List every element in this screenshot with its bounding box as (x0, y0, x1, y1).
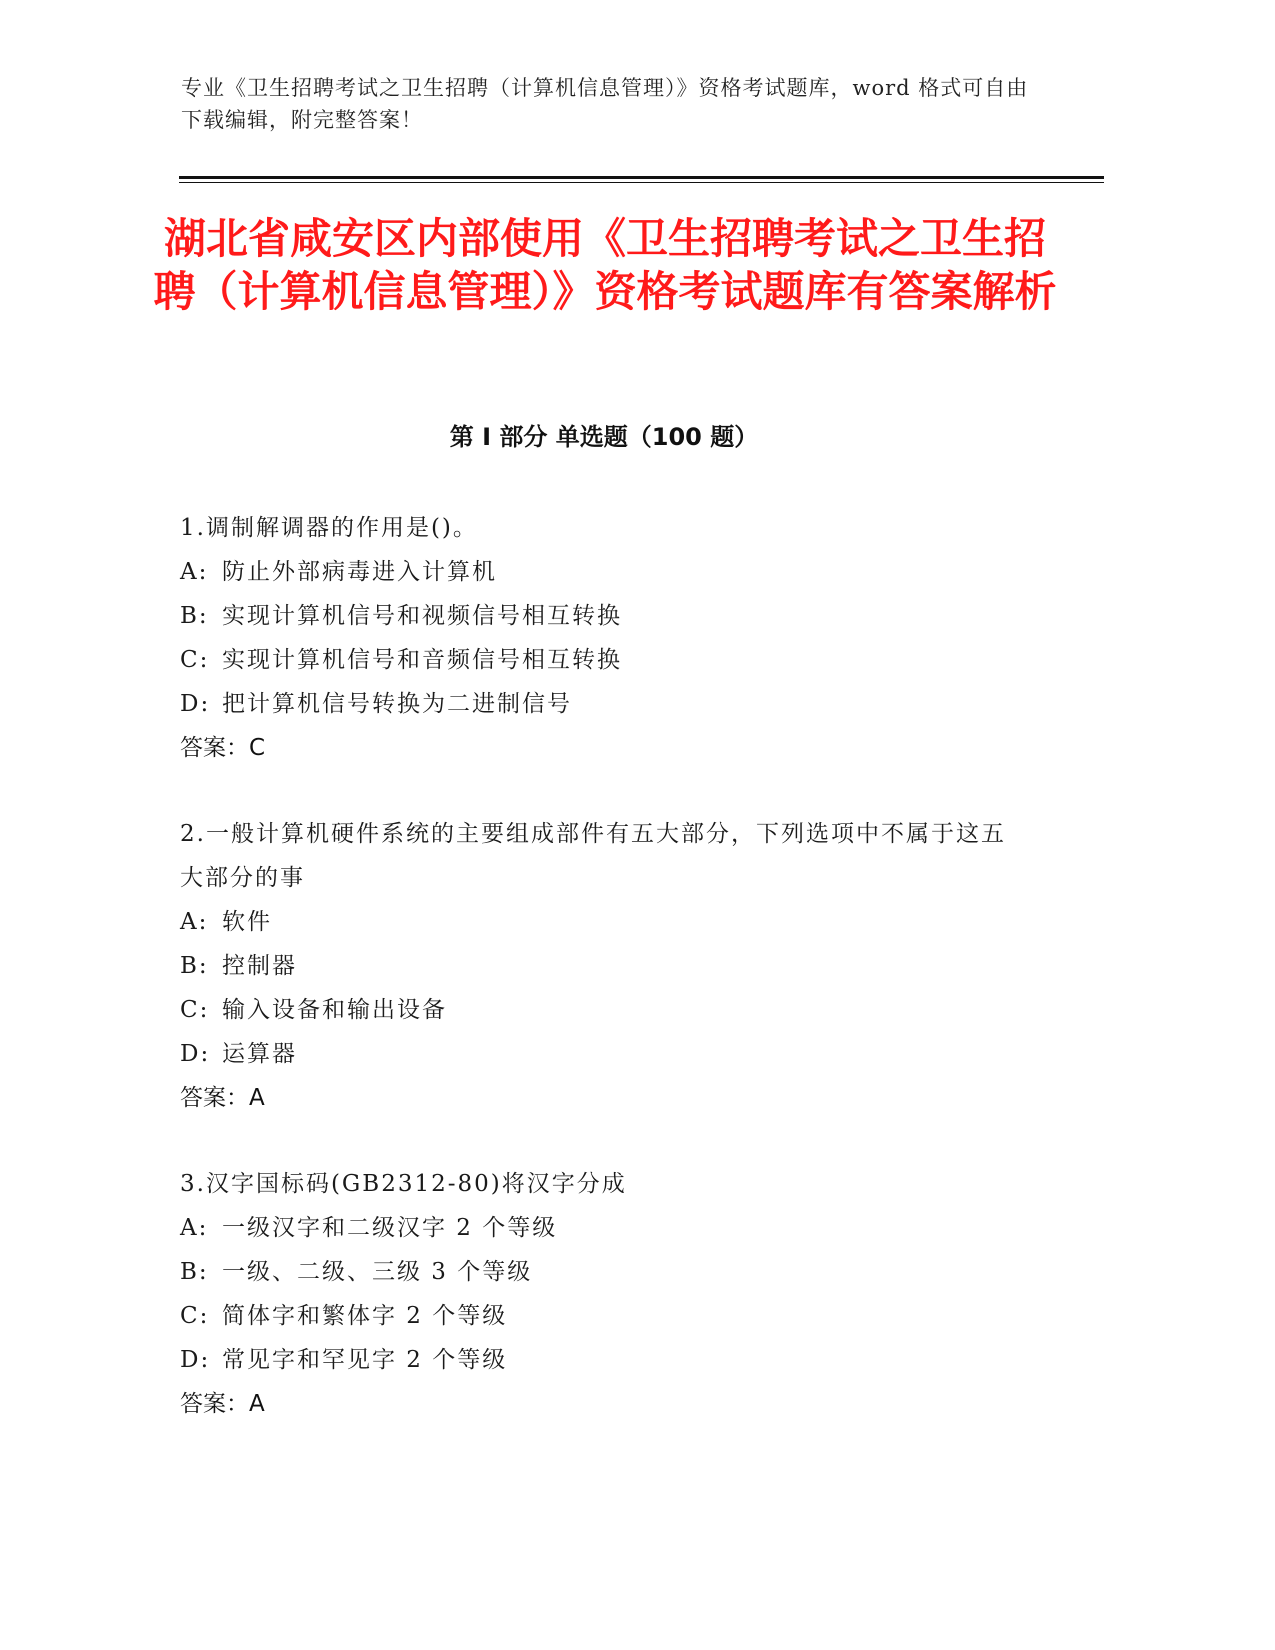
option-c (180, 988, 1020, 1032)
option-text: 控制器 (222, 953, 297, 979)
option-letter: D: (180, 1347, 211, 1373)
option-d (180, 682, 1020, 726)
option-letter: A: (180, 1215, 209, 1241)
header-divider-thin (179, 182, 1104, 183)
option-text: 实现计算机信号和音频信号相互转换 (222, 647, 622, 673)
option-text: 一级、二级、三级 3 个等级 (222, 1259, 533, 1285)
option-letter: B: (180, 603, 209, 629)
question-2 (180, 812, 1020, 1120)
option-text: 把计算机信号转换为二进制信号 (222, 691, 572, 717)
option-letter: C: (180, 1303, 210, 1329)
question-stem: 3.汉字国标码(GB2312-80)将汉字分成 (180, 1171, 627, 1197)
option-text: 运算器 (222, 1041, 297, 1067)
question-list (180, 506, 1020, 1468)
option-a (180, 550, 1020, 594)
option-letter: A: (180, 559, 209, 585)
option-b (180, 944, 1020, 988)
option-b (180, 594, 1020, 638)
option-letter: D: (180, 691, 211, 717)
question-1 (180, 506, 1020, 770)
header-divider-thick (179, 176, 1104, 179)
header-note: 专业《卫生招聘考试之卫生招聘（计算机信息管理）》资格考试题库，word 格式可自由下载编辑，附完整答案！ (181, 76, 1029, 132)
option-letter: B: (180, 953, 209, 979)
option-text: 实现计算机信号和视频信号相互转换 (222, 603, 622, 629)
option-text: 软件 (222, 909, 272, 935)
option-letter: A: (180, 909, 209, 935)
answer-line: 答案：A (180, 1391, 265, 1417)
option-letter: C: (180, 647, 210, 673)
option-a (180, 1206, 1020, 1250)
option-letter: C: (180, 997, 210, 1023)
option-text: 简体字和繁体字 2 个等级 (222, 1303, 508, 1329)
option-a (180, 900, 1020, 944)
option-text: 常见字和罕见字 2 个等级 (222, 1347, 508, 1373)
option-letter: B: (180, 1259, 209, 1285)
option-c (180, 1294, 1020, 1338)
option-text: 一级汉字和二级汉字 2 个等级 (222, 1215, 558, 1241)
option-d (180, 1338, 1020, 1382)
section-title: 第 I 部分 单选题（100 题） (449, 423, 759, 451)
question-stem: 1.调制解调器的作用是()。 (180, 515, 478, 541)
answer-line: 答案：A (180, 1085, 265, 1111)
question-3 (180, 1162, 1020, 1426)
option-text: 输入设备和输出设备 (222, 997, 447, 1023)
option-d (180, 1032, 1020, 1076)
option-c (180, 638, 1020, 682)
option-text: 防止外部病毒进入计算机 (222, 559, 497, 585)
document-title: 湖北省咸安区内部使用《卫生招聘考试之卫生招聘（计算机信息管理）》资格考试题库有答案解析 (153, 214, 1057, 316)
answer-line: 答案：C (180, 735, 266, 761)
option-letter: D: (180, 1041, 211, 1067)
option-b (180, 1250, 1020, 1294)
question-stem: 2.一般计算机硬件系统的主要组成部件有五大部分，下列选项中不属于这五大部分的事 (180, 821, 1006, 891)
